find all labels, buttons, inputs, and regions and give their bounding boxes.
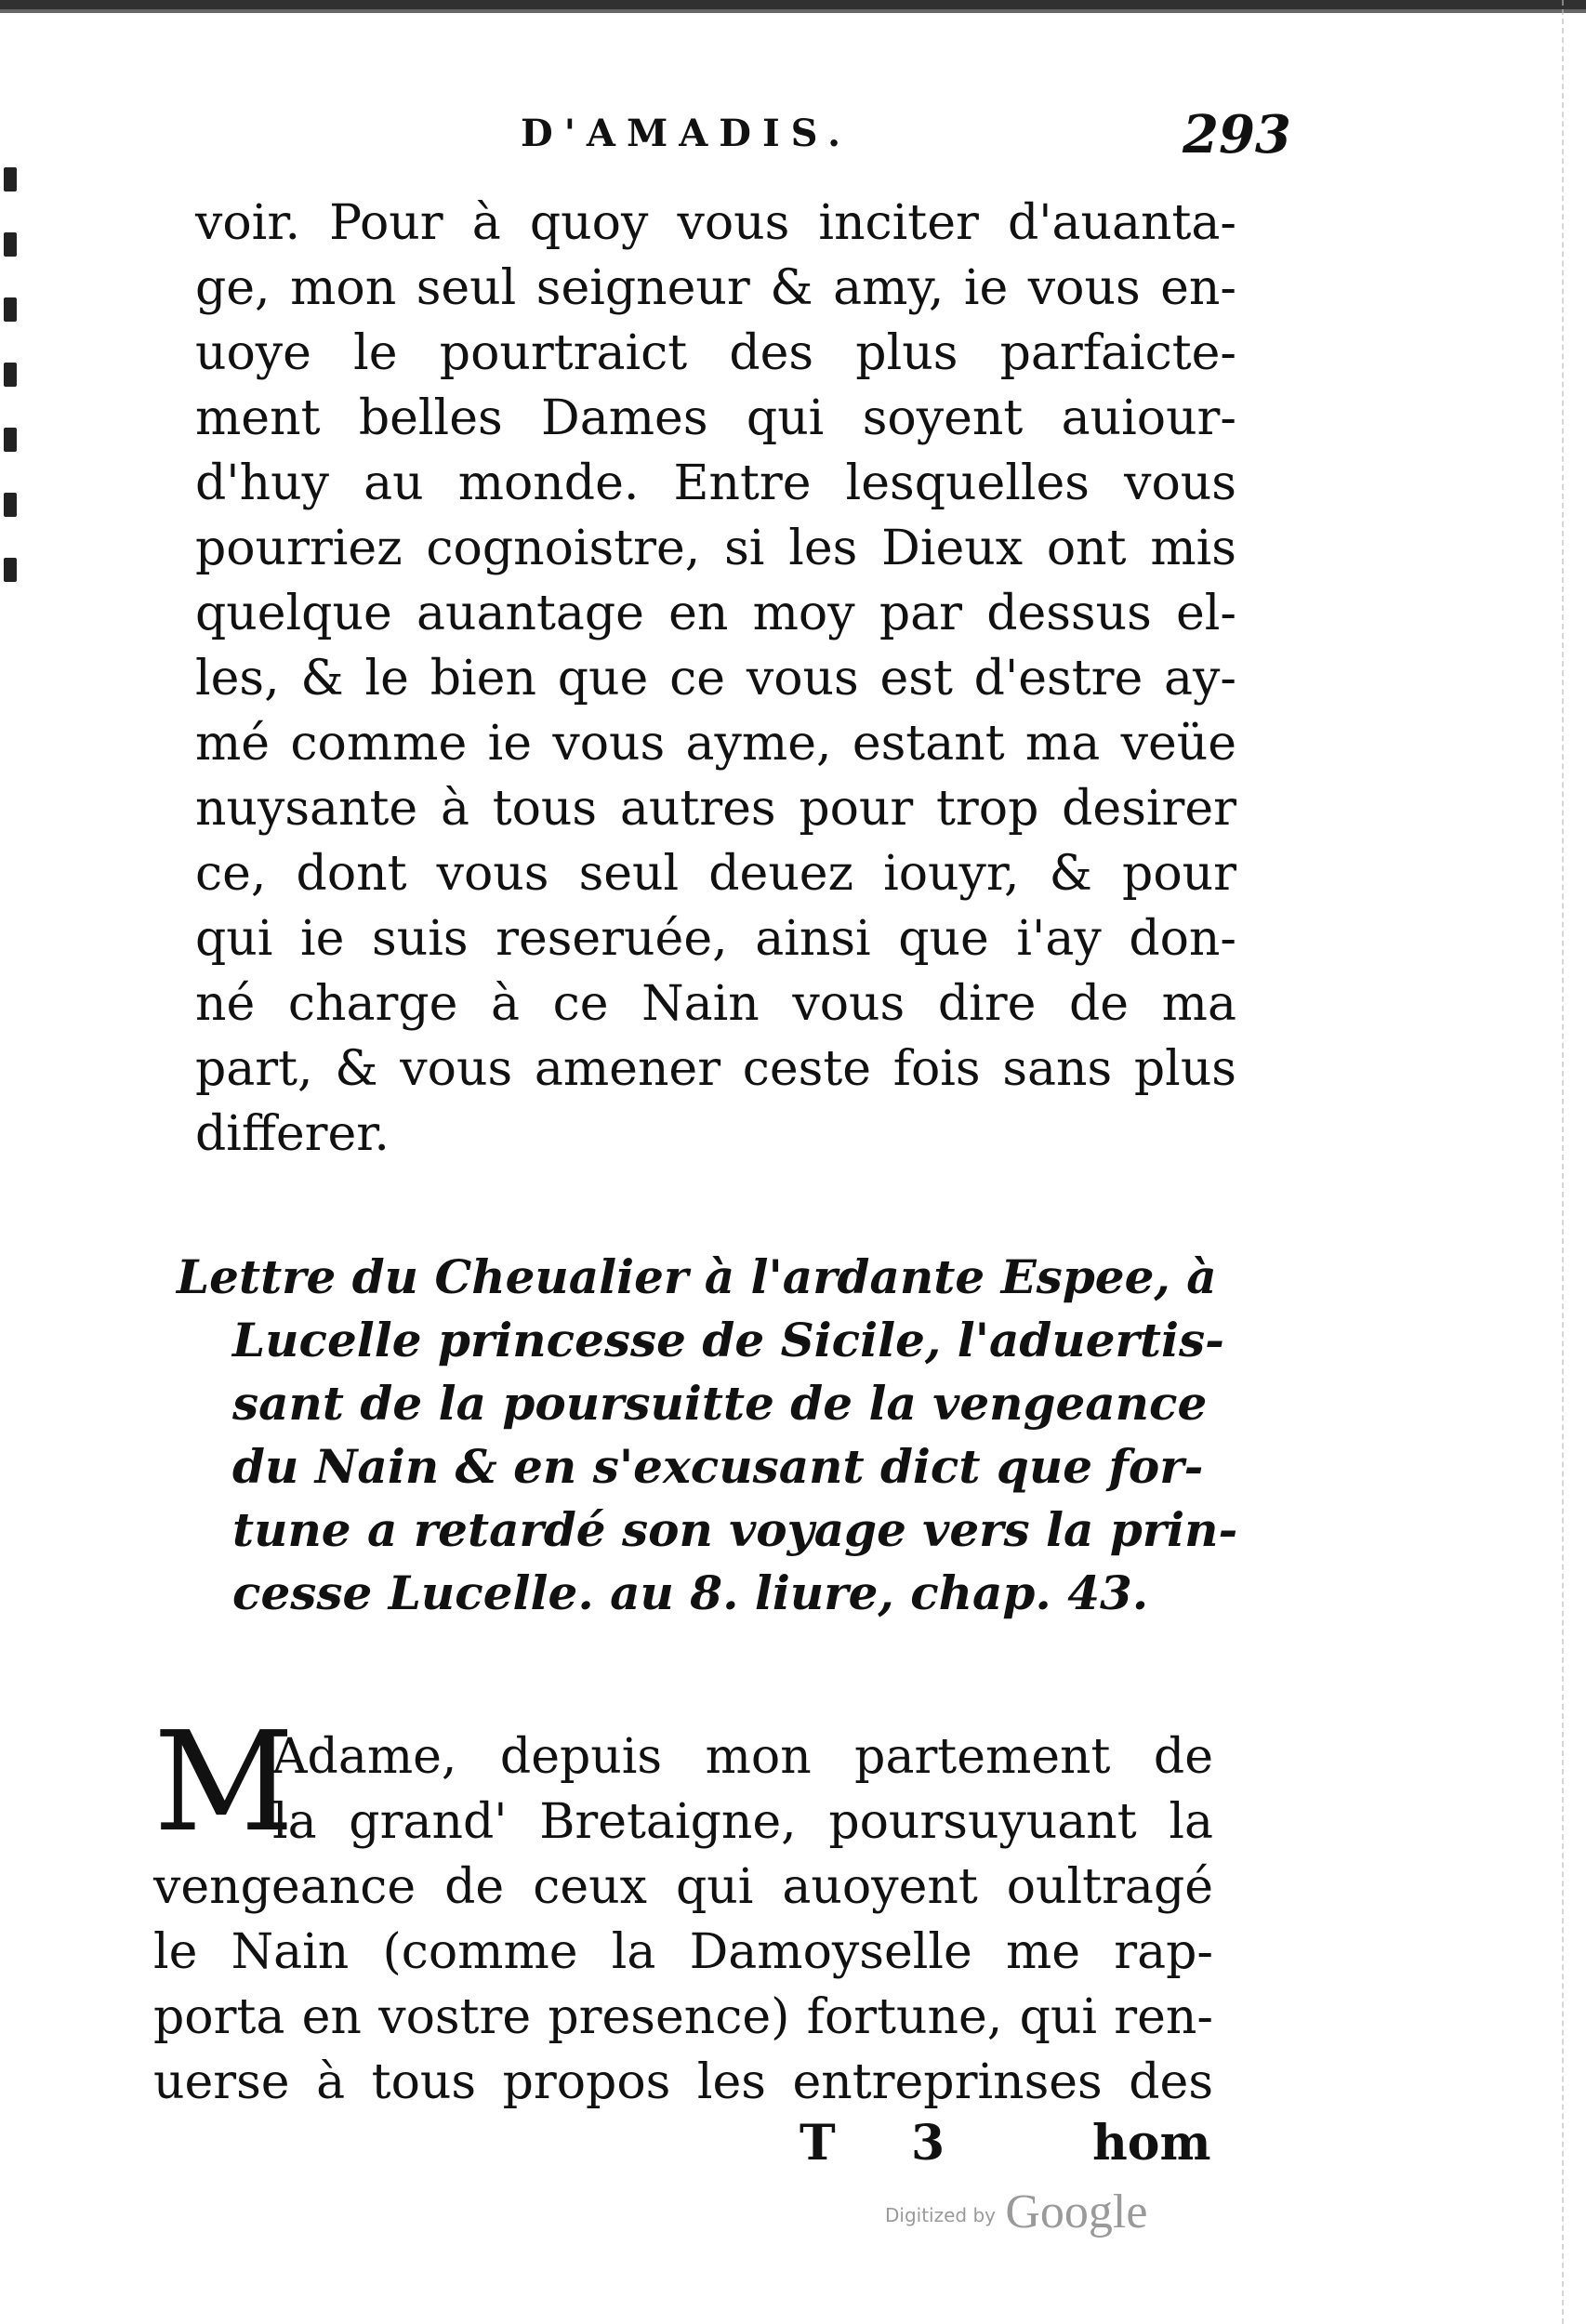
scan-edge-left [0,167,28,632]
text-line: qui ie suis reseruée, ainsi que i'ay don- [195,911,1236,967]
text-line: part, & vous amener ceste fois sans plus [195,1041,1236,1097]
text-line: le Nain (comme la Damoyselle me rap- [153,1924,1213,1980]
text-line: la grand' Bretaigne, poursuyuant la [272,1794,1213,1850]
drop-cap: M [153,1702,295,1862]
text-line: ment belles Dames qui soyent auiour- [195,390,1236,446]
catchword: hom [1092,2115,1211,2172]
scan-edge-top [0,0,1586,24]
heading-line: Lucelle princesse de Sicile, l'aduertis- [232,1313,1224,1367]
text-line: Adame, depuis mon partement de [272,1729,1213,1785]
text-line: d'huy au monde. Entre lesquelles vous [195,456,1236,511]
text-line: mé comme ie vous ayme, estant ma veüe [195,716,1236,772]
letter-body [153,1702,1213,2115]
text-line: ce, dont vous seul deuez iouyr, & pour [195,846,1236,902]
paragraph-one [195,191,1236,1167]
scan-edge-right [1562,0,1586,2324]
text-line: vengeance de ceux qui auoyent oultragé [153,1859,1213,1915]
letter-heading [177,1246,1238,1625]
text-line: les, & le bien que ce vous est d'estre ay- [195,651,1236,706]
heading-line: du Nain & en s'excusant dict que for- [232,1439,1204,1494]
heading-line: cesse Lucelle. au 8. liure, chap. 43. [232,1565,1149,1620]
text-line: uerse à tous propos les entreprinses des [153,2054,1213,2110]
text-line: voir. Pour à quoy vous inciter d'auanta- [195,195,1236,251]
text-line: quelque auantage en moy par dessus el- [195,586,1236,641]
google-logo: Google [1005,2185,1148,2238]
digitized-watermark [885,2185,1147,2239]
text-line: ge, mon seul seigneur & amy, ie vous en- [195,260,1236,316]
text-line: differer. [195,1106,390,1162]
text-line: porta en vostre presence) fortune, qui ren- [153,1989,1213,2045]
signature-number: 3 [911,2115,945,2172]
signature-mark: T [800,2115,836,2172]
text-line: pourriez cognoistre, si les Dieux ont mis [195,521,1236,576]
watermark-prefix: Digitized by [885,2204,996,2226]
text-line: uoye le pourtraict des plus parfaicte- [195,325,1236,381]
text-line: nuysante à tous autres pour trop desirer [195,781,1236,837]
running-head: D'AMADIS. [521,112,852,155]
text-line: né charge à ce Nain vous dire de ma [195,976,1236,1032]
heading-line: sant de la poursuitte de la vengeance [232,1376,1208,1431]
heading-line: Lettre du Cheualier à l'ardante Espee, à [177,1249,1217,1304]
heading-line: tune a retardé son voyage vers la prin- [232,1502,1238,1557]
page-number: 293 [1183,104,1291,165]
